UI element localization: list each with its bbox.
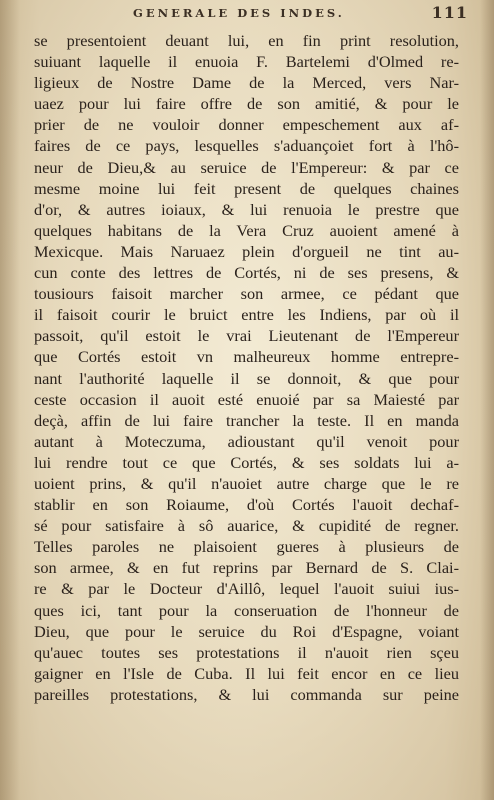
text-line: autant à Moteczuma, adioustant qu'il venoit pour <box>34 431 459 451</box>
text-line: gaigner en l'Isle de Cuba. Il lui feit encor en ce lieu <box>34 663 459 683</box>
text-line: qu'auec toutes ses protestations il n'auoit rien sçeu <box>34 642 459 662</box>
text-line: stablir en son Roiaume, d'où Cortés l'auoit dechaf- <box>34 495 459 515</box>
text-line: pareilles protestations, & lui commanda sur peine <box>34 684 459 704</box>
running-title: GENERALE DES INDES. <box>133 6 345 20</box>
text-line: se presentoient deuant lui, en fin print resolution, <box>34 31 459 50</box>
text-line: re & par le Docteur d'Aillô, lequel l'auoit suiui ius- <box>34 579 459 599</box>
running-head <box>60 3 472 25</box>
text-line: quelques habitans de la Vera Cruz auoient amené à <box>34 220 459 240</box>
text-line: neur de Dieu,& au seruice de l'Empereur: & par ce <box>34 157 459 177</box>
text-line: mesme moine lui feit present de quelques chaines <box>34 178 459 198</box>
text-line: prier de ne vouloir donner empeschement aux af- <box>34 115 459 135</box>
text-line: ligieux de Nostre Dame de la Merced, vers Nar- <box>34 73 459 93</box>
text-line: Dieu, que pour le seruice du Roi d'Espagne, voiant <box>34 621 459 641</box>
text-line: suiuant laquelle il enuoia F. Bartelemi d'Olmed re- <box>34 52 459 72</box>
page-number: 111 <box>431 3 468 22</box>
text-line: sé pour satisfaire à sô auarice, & cupidité de regner. <box>34 516 459 536</box>
text-line: Mexicque. Mais Naruaez plein d'orgueil ne tint au- <box>34 241 459 261</box>
text-line: lui rendre tout ce que Cortés, & ses soldats lui a- <box>34 452 459 472</box>
text-line: deçà, affin de lui faire trancher la teste. Il en manda <box>34 410 459 430</box>
text-line: uaez pour lui faire offre de son amitié, & pour le <box>34 94 459 114</box>
text-line: uoient prins, & qu'il n'auoiet autre charge que le re <box>34 473 459 493</box>
text-line: ques ici, tant pour la conseruation de l'honneur de <box>34 600 459 620</box>
text-line: ceste occasion il auoit esté enuoié par sa Maiesté par <box>34 389 459 409</box>
text-line: cun conte des lettres de Cortés, ni de ses presens, & <box>34 263 459 283</box>
text-line: tousiours faisoit marcher son armee, ce pédant que <box>34 284 459 304</box>
text-line: il faisoit courir le bruict entre les Indiens, par où il <box>34 305 459 325</box>
text-line: Telles paroles ne plaisoient gueres à plusieurs de <box>34 537 459 557</box>
text-line: passoit, qu'il estoit le vrai Lieutenant de l'Empereur <box>34 326 459 346</box>
text-line: nant l'authorité laquelle il se donnoit, & que pour <box>34 368 459 388</box>
text-line: son armee, & en fut reprins par Bernard de S. Clai- <box>34 558 459 578</box>
text-line: d'or, & autres ioiaux, & lui renuoia le prestre que <box>34 199 459 219</box>
text-line: que Cortés estoit vn malheureux homme entrepre- <box>34 347 459 367</box>
text-line: faires de ce pays, lesquelles s'aduançoiet fort à l'hô- <box>34 136 459 156</box>
body-text <box>34 30 459 705</box>
